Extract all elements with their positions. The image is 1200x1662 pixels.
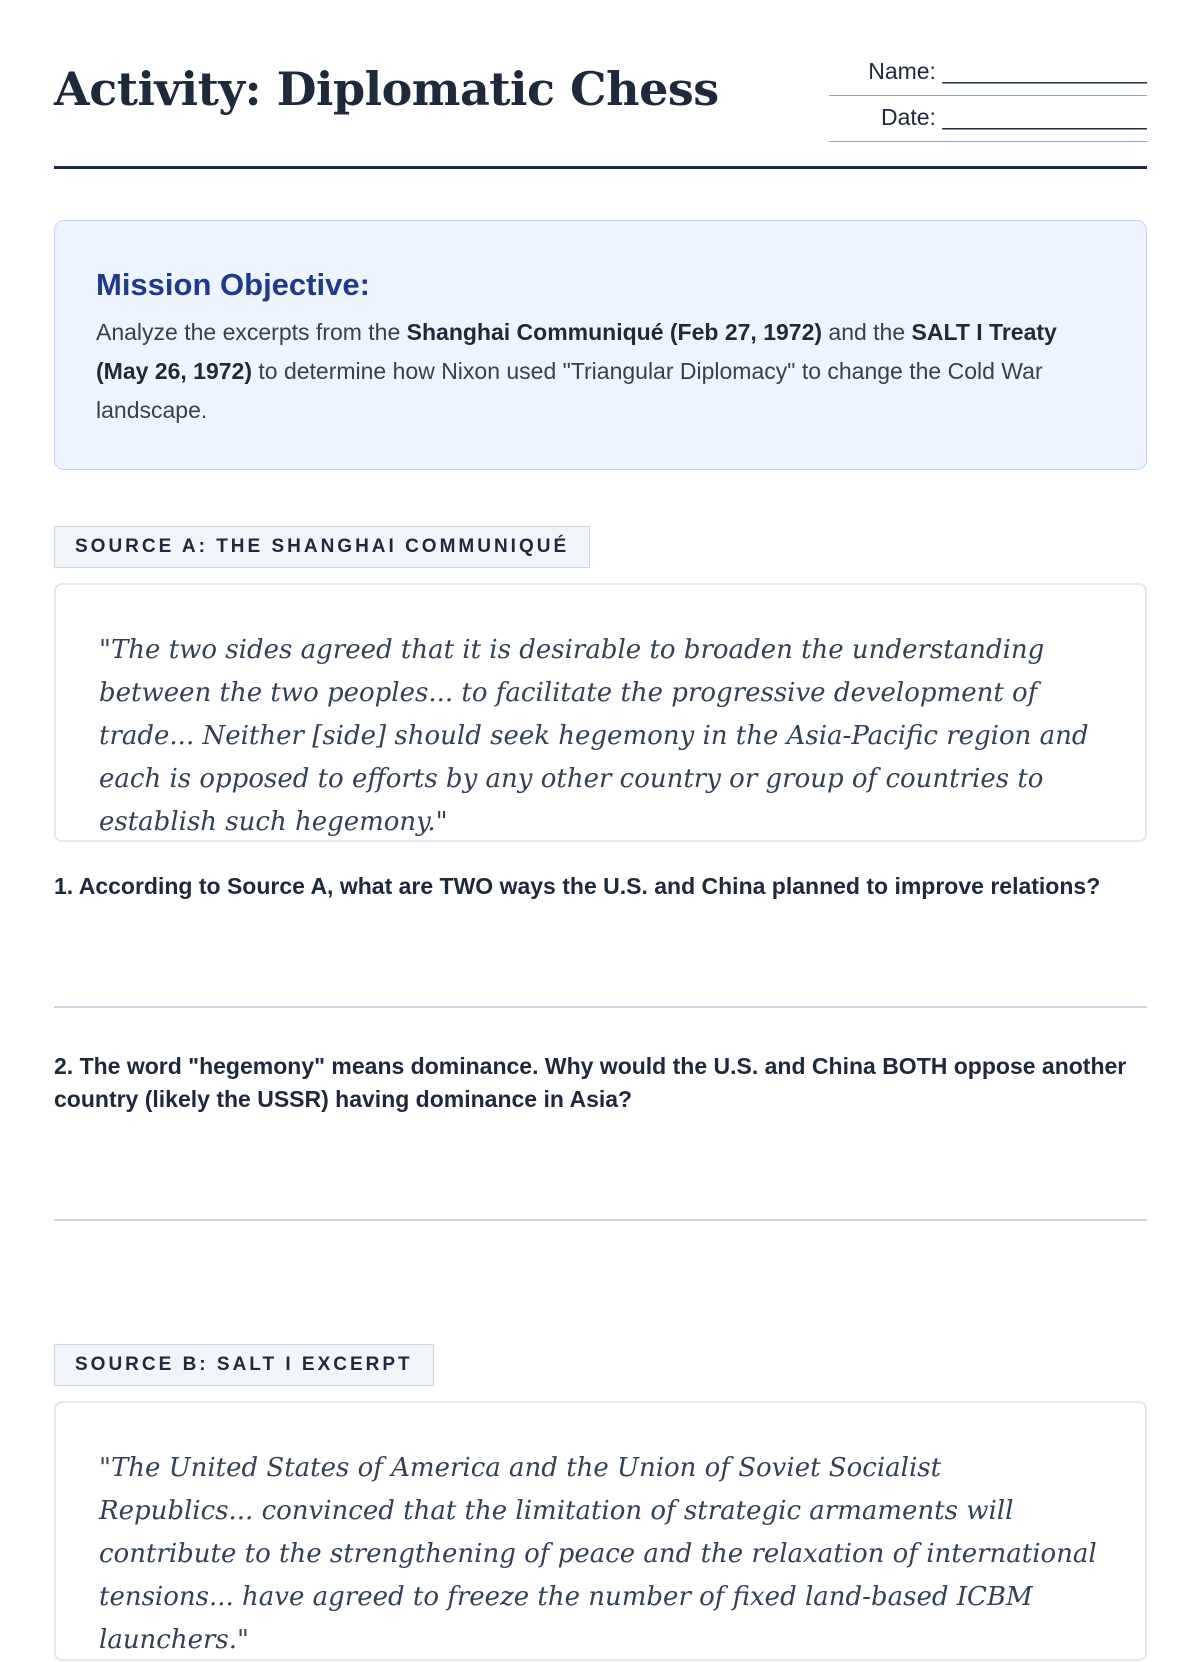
source-b-quote-box bbox=[54, 1401, 1147, 1661]
answer-line-2[interactable] bbox=[54, 1219, 1147, 1221]
date-field[interactable]: Date: ________________ bbox=[829, 96, 1147, 142]
source-a-quote-box bbox=[54, 583, 1147, 842]
student-info bbox=[829, 50, 1147, 142]
objective-text-part: and the bbox=[822, 319, 912, 345]
source-b-quote: "The United States of America and the Union of Soviet Socialist Republics... convinced that the limitation of strategic armaments will contribute to the strengthening of peace and the relaxation of international tensions... have agreed to freeze the number of fixed land-based ICBM launchers." bbox=[99, 1453, 1097, 1655]
question-2: 2. The word "hegemony" means dominance. Why would the U.S. and China BOTH oppose another country (likely the USSR) having dominance in Asia? bbox=[54, 1053, 1127, 1112]
answer-line-1[interactable] bbox=[54, 1006, 1147, 1008]
mission-objective-box bbox=[54, 220, 1147, 470]
objective-text bbox=[96, 313, 1106, 430]
question-1: 1. According to Source A, what are TWO ways the U.S. and China planned to improve relations? bbox=[54, 873, 1101, 899]
page-title: Activity: Diplomatic Chess bbox=[54, 62, 719, 116]
name-field[interactable]: Name: ________________ bbox=[829, 50, 1147, 96]
objective-text-part: to determine how Nixon used "Triangular Diplomacy" to change the Cold War landscape. bbox=[96, 358, 1043, 423]
objective-text-part: Analyze the excerpts from the bbox=[96, 319, 407, 345]
source-b-label: SOURCE B: SALT I EXCERPT bbox=[54, 1344, 434, 1386]
objective-source-a-ref: Shanghai Communiqué (Feb 27, 1972) bbox=[406, 319, 823, 345]
worksheet-header bbox=[54, 0, 1147, 169]
source-a-label: SOURCE A: THE SHANGHAI COMMUNIQUÉ bbox=[54, 526, 590, 568]
objective-heading: Mission Objective: bbox=[96, 267, 370, 302]
worksheet-page bbox=[54, 0, 1147, 1655]
objective-source-b-ref: SALT I Treaty (May 26, 1972) bbox=[96, 319, 1057, 384]
source-a-quote: "The two sides agreed that it is desirable to broaden the understanding between the two peoples... to facilitate the progressive development of trade... Neither [side] should seek hegemony in the Asia-Pacific region and each is opposed to efforts by any other country or group of countries to establish such hegemony." bbox=[99, 635, 1089, 837]
